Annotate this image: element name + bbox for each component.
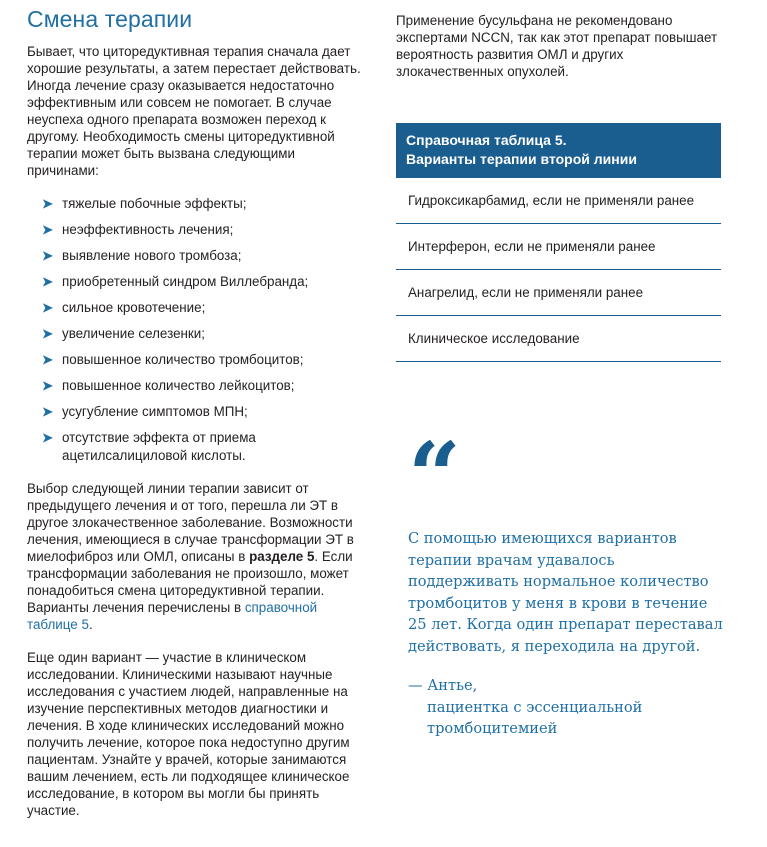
patient-quote (408, 422, 728, 740)
list-item: ➤ увеличение селезенки; (42, 326, 205, 341)
list-item: ➤ выявление нового тромбоза; (42, 248, 242, 263)
arrow-bullet-icon: ➤ (42, 274, 53, 289)
reference-table (396, 123, 721, 362)
arrow-bullet-icon: ➤ (42, 222, 53, 237)
table-row: Гидроксикарбамид, если не применяли ранее (396, 178, 721, 224)
arrow-bullet-icon: ➤ (42, 430, 53, 445)
arrow-bullet-icon: ➤ (42, 378, 53, 393)
list-item: ➤ сильное кровотечение; (42, 300, 206, 315)
arrow-bullet-icon: ➤ (42, 404, 53, 419)
quote-author-description: пациентка с эссенциальной тромбоцитемией (427, 698, 643, 737)
list-item: ➤ повышенное количество лейкоцитов; (42, 378, 295, 393)
arrow-bullet-icon: ➤ (42, 196, 53, 211)
arrow-bullet-icon: ➤ (42, 352, 53, 367)
list-item: ➤ неэффективность лечения; (42, 222, 234, 237)
reasons-list (27, 195, 363, 465)
list-item: ➤ отсутствие эффекта от приема ацетилсалициловой кислоты. (42, 430, 256, 463)
arrow-bullet-icon: ➤ (42, 300, 53, 315)
busulfan-note: Применение бусульфана не рекомендовано экспертами NCCN, так как этот препарат повышает вероятность развития ОМЛ и других злокачественных опухолей. (396, 13, 718, 79)
list-item: ➤ тяжелые побочные эффекты; (42, 196, 247, 211)
left-column (27, 6, 363, 819)
reference-table-title: Справочная таблица 5. (406, 132, 567, 148)
section-reference: разделе 5 (249, 549, 315, 564)
reference-table-subtitle: Варианты терапии второй линии (406, 151, 637, 167)
table-row: Клиническое исследование (396, 316, 721, 362)
list-item: ➤ повышенное количество тромбоцитов; (42, 352, 304, 367)
quote-text: С помощью имеющихся вариантов терапии врачам удавалось поддерживать нормальное количество тромбоцитов у меня в крови в течение 25 лет. Когда один препарат переставал действовать, я переходила на другой. (408, 530, 723, 655)
reference-table-link[interactable]: справочной таблице 5 (27, 600, 318, 632)
arrow-bullet-icon: ➤ (42, 248, 53, 263)
right-column (396, 12, 721, 80)
list-item: ➤ усугубление симптомов МПН; (42, 404, 248, 419)
clinical-trial-paragraph: Еще один вариант — участие в клиническом исследовании. Клиническими называют научные исследования с участием людей, направленные на изучение перспективных методов диагностики и лечения. В ходе клинических исследований можно получить лечение, которое пока недоступно другим пациентам. Узнайте у врачей, которые занимаются вашим лечением, есть ли подходящее клиническое исследование, в котором вы могли бы принять участие. (27, 650, 350, 818)
quote-author-name: — Антье, (408, 677, 478, 694)
arrow-bullet-icon: ➤ (42, 326, 53, 341)
reference-table-header (396, 123, 721, 178)
intro-paragraph: Бывает, что циторедуктивная терапия сначала дает хорошие результаты, а затем перестает действовать. Иногда лечение сразу оказывается недостаточно эффективным или совсем не помогает. В случае неуспеха одного препарата возможен переход к другому. Необходимость смены циторедуктивной терапии может быть вызвана следующими причинами: (27, 44, 361, 178)
quote-mark-icon: “ (408, 422, 457, 530)
therapy-choice-paragraph: Выбор следующей линии терапии зависит от предыдущего лечения и от того, перешла ли ЭТ в другое злокачественное заболевание. Возможности лечения, имеющиеся в случае трансформации ЭТ в миелофиброз или ОМЛ, описаны в разделе 5. Если трансформации заболевания не произошло, может понадобиться смена циторедуктивной терапии. Варианты лечения перечислены в справочной таблице 5. (27, 481, 354, 632)
section-heading: Смена терапии (27, 6, 193, 32)
table-row: Анагрелид, если не применяли ранее (396, 270, 721, 316)
quote-author (408, 675, 728, 740)
list-item: ➤ приобретенный синдром Виллебранда; (42, 274, 309, 289)
table-row: Интерферон, если не применяли ранее (396, 224, 721, 270)
